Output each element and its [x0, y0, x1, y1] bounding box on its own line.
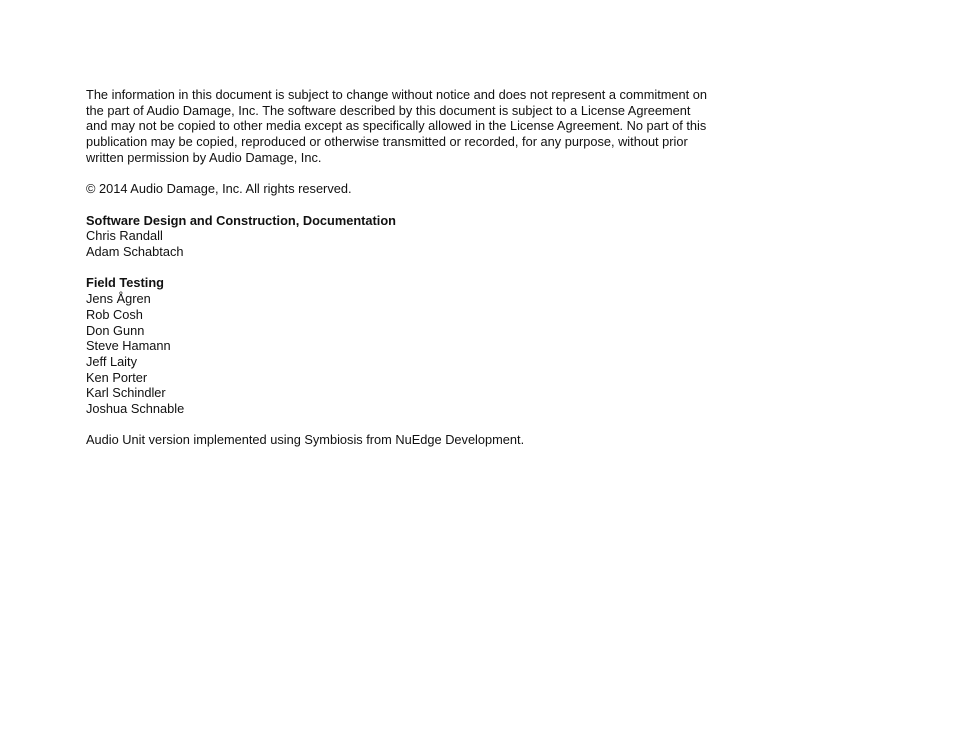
credits-content: [86, 87, 746, 448]
legal-notice-line: The information in this document is subject to change without notice and does not represent a commitment on: [86, 87, 707, 102]
legal-notice-line: the part of Audio Damage, Inc. The software described by this document is subject to a License Agreement: [86, 102, 691, 118]
legal-notice-line: publication may be copied, reproduced or otherwise transmitted or recorded, for any purpose, without prior: [86, 134, 688, 150]
implementation-note: Audio Unit version implemented using Symbiosis from NuEdge Development.: [86, 432, 525, 448]
credit-name: Jeff Laity: [86, 353, 137, 369]
copyright-notice: © 2014 Audio Damage, Inc. All rights reserved.: [86, 181, 352, 197]
credit-name: Chris Randall: [86, 228, 163, 244]
legal-notice-line: and may not be copied to other media except as specifically allowed in the License Agreement. No part of this: [86, 118, 707, 134]
credit-name: Karl Schindler: [86, 385, 166, 401]
legal-notice-line: written permission by Audio Damage, Inc.: [86, 149, 322, 165]
legal-notice: [86, 87, 746, 166]
design-credits-heading: Software Design and Construction, Documentation: [86, 212, 396, 228]
credit-name: Don Gunn: [86, 322, 145, 338]
design-credits-section: [86, 213, 746, 260]
spacer: [86, 197, 746, 213]
spacer: [86, 260, 746, 276]
credit-name: Jens Ågren: [86, 291, 151, 307]
credit-name: Steve Hamann: [86, 338, 171, 354]
testing-credits-heading: Field Testing: [86, 275, 164, 291]
credit-name: Ken Porter: [86, 369, 148, 385]
spacer: [86, 166, 746, 182]
credit-name: Rob Cosh: [86, 306, 143, 322]
spacer: [86, 417, 746, 433]
credit-name: Adam Schabtach: [86, 244, 184, 259]
testing-credits-section: [86, 275, 746, 416]
credit-name: Joshua Schnable: [86, 401, 185, 417]
